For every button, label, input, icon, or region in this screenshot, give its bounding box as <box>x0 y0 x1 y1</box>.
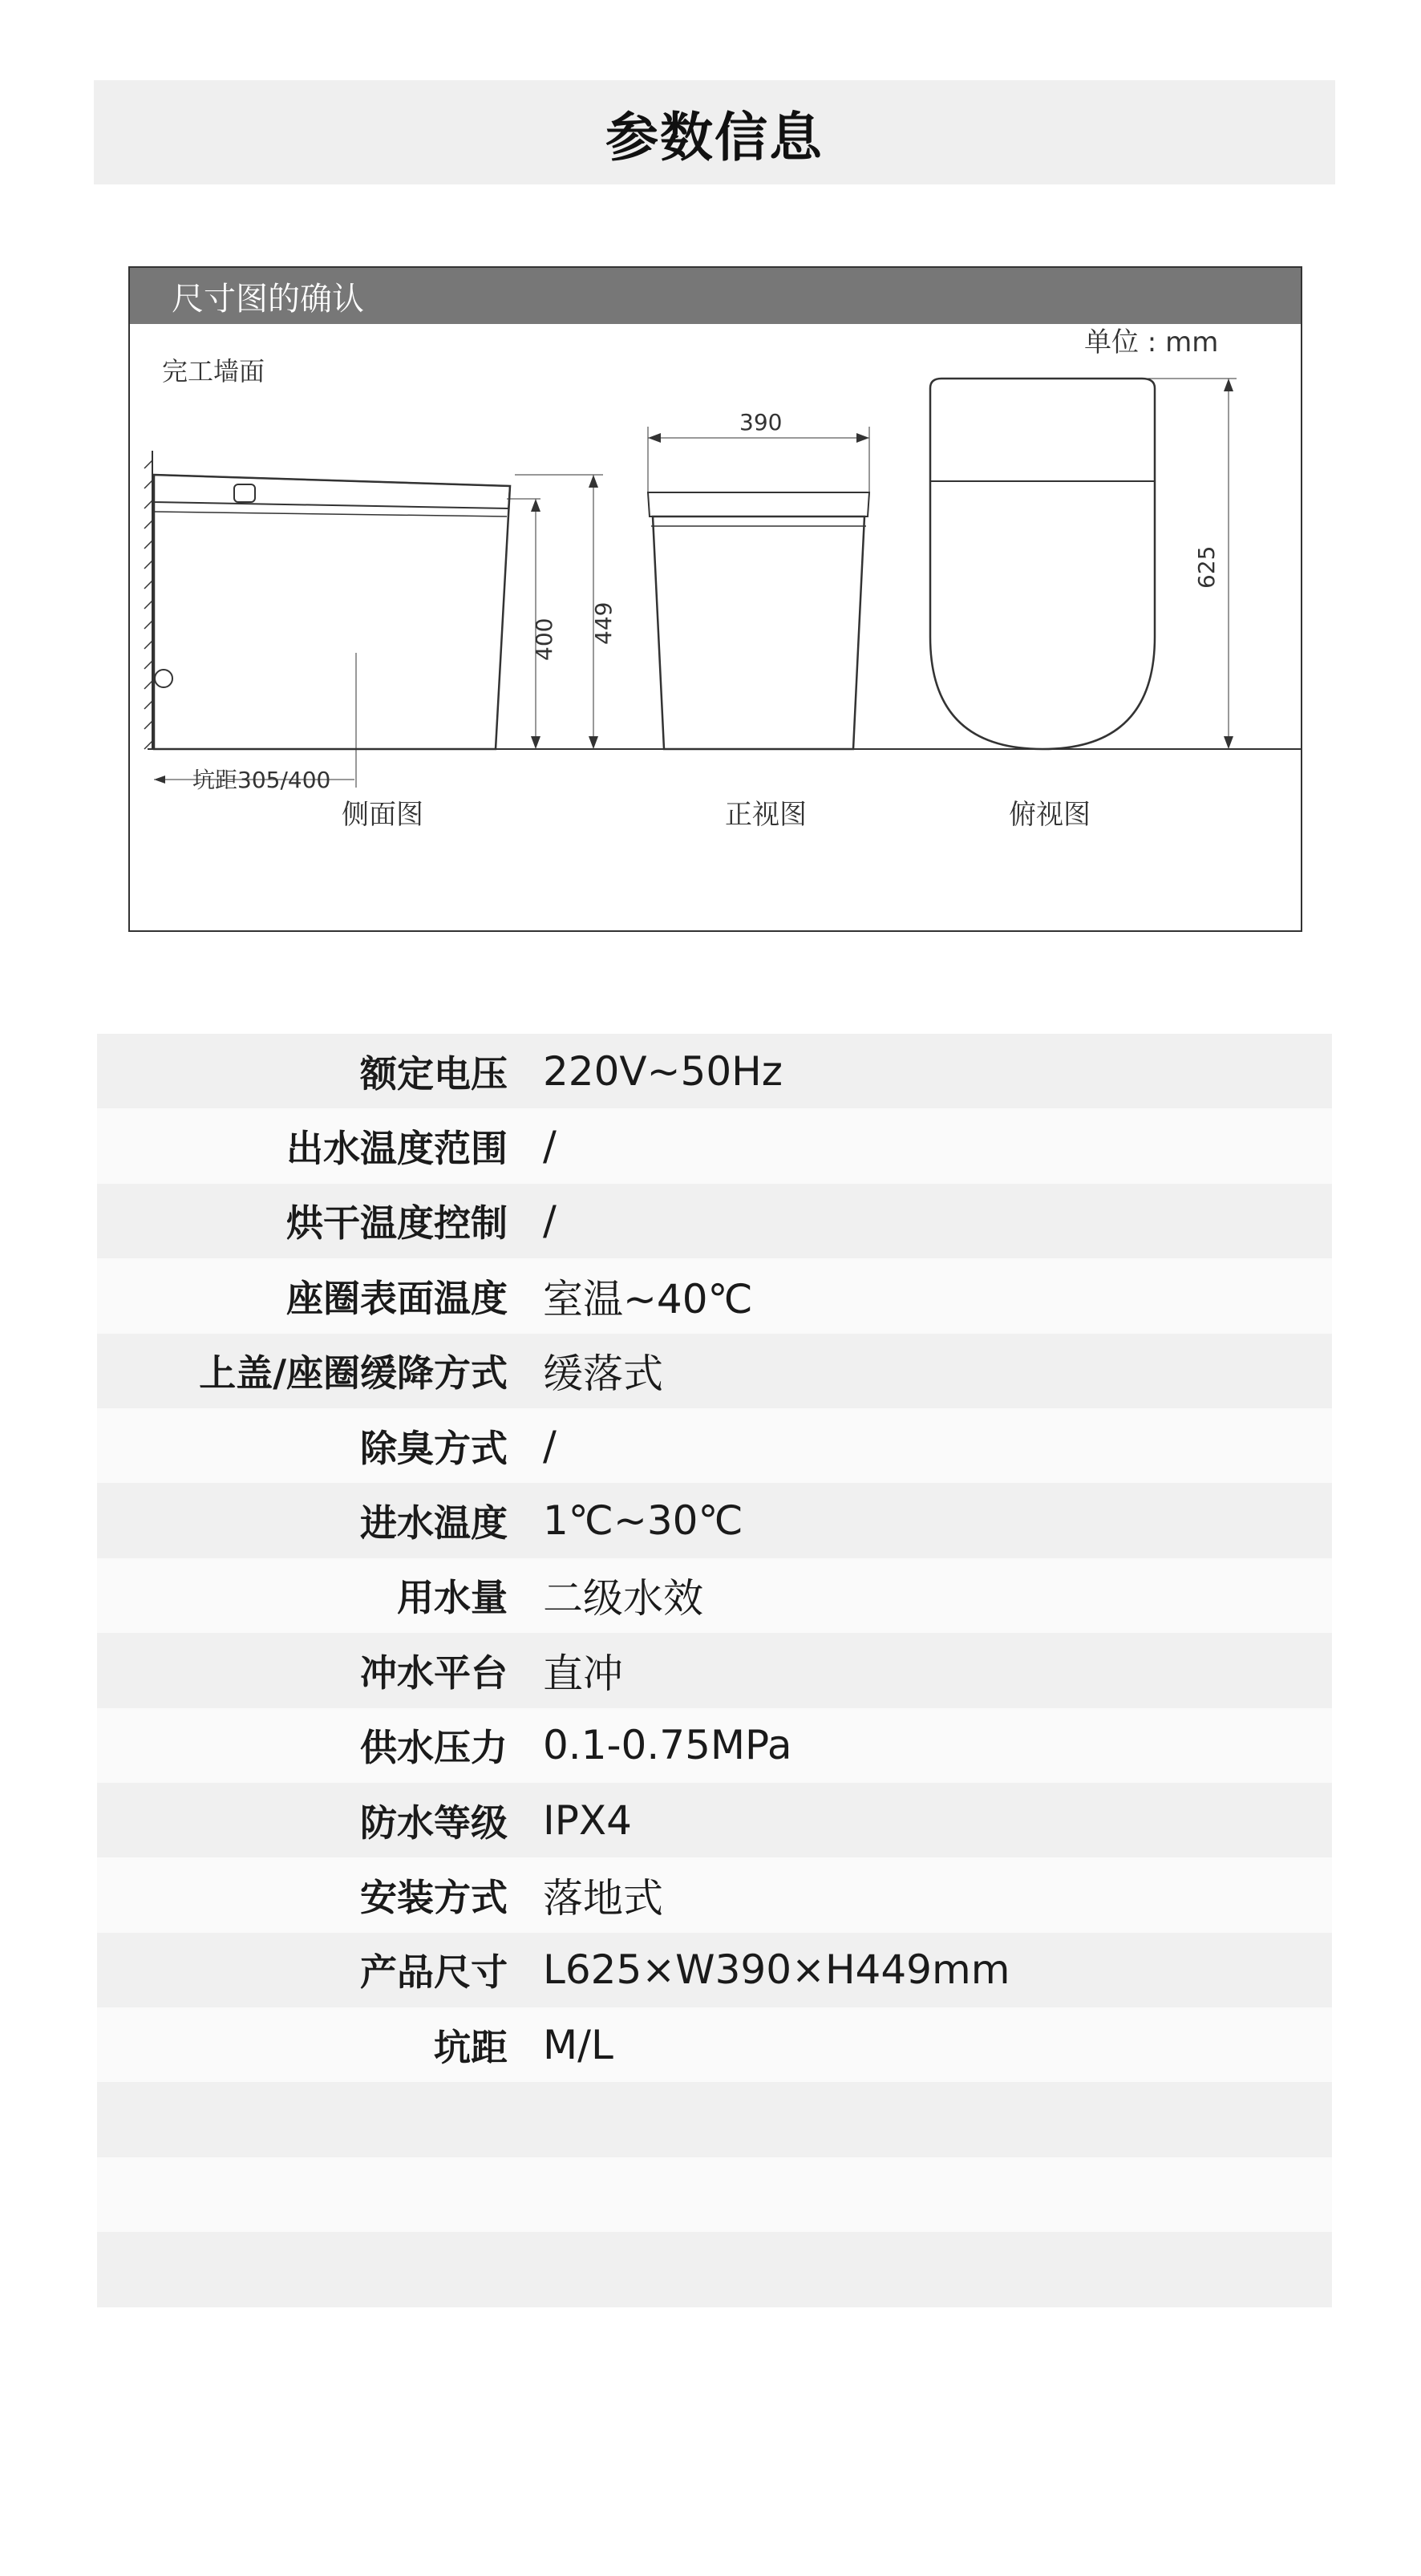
spec-row <box>97 1034 1332 1108</box>
spec-table <box>97 1034 1332 2307</box>
spec-row <box>97 2007 1332 2082</box>
spec-value: / <box>543 1123 557 1170</box>
spec-row <box>97 1783 1332 1857</box>
wall-label: 完工墙面 <box>162 356 265 387</box>
unit-label: 单位 : mm <box>1084 326 1219 358</box>
spec-label: 座圈表面温度 <box>286 1276 508 1320</box>
spec-label: 安装方式 <box>360 1875 508 1919</box>
spec-row <box>97 1933 1332 2007</box>
spec-value: 1℃~30℃ <box>543 1497 743 1545</box>
spec-row <box>97 1334 1332 1408</box>
spec-label: 用水量 <box>397 1576 508 1620</box>
spec-label: 产品尺寸 <box>360 1950 508 1995</box>
spec-label: 防水等级 <box>360 1800 508 1845</box>
spec-label: 进水温度 <box>360 1501 508 1545</box>
spec-row-empty <box>97 2232 1332 2307</box>
top-view-body <box>930 379 1155 749</box>
spec-row <box>97 1633 1332 1707</box>
spec-label: 烘干温度控制 <box>286 1201 508 1245</box>
dim-label-400: 400 <box>531 618 557 661</box>
spec-value: / <box>543 1197 557 1245</box>
spec-row-empty <box>97 2157 1332 2232</box>
page-title-bar <box>94 80 1335 184</box>
spec-value: 0.1-0.75MPa <box>543 1722 792 1769</box>
dim-label-449: 449 <box>590 601 617 645</box>
spec-value: IPX4 <box>543 1796 632 1844</box>
spec-row <box>97 1258 1332 1333</box>
top-view-label: 俯视图 <box>1009 799 1091 831</box>
spec-row <box>97 1483 1332 1557</box>
front-view-body <box>653 516 864 749</box>
dimension-drawing <box>130 268 1301 930</box>
spec-value: L625×W390×H449mm <box>543 1946 1010 1994</box>
spec-value: 直冲 <box>543 1650 623 1697</box>
diagram-header-title: 尺寸图的确认 <box>172 280 364 318</box>
wall-hatching <box>144 460 152 749</box>
spec-value: M/L <box>543 2021 613 2068</box>
spec-value: 220V~50Hz <box>543 1047 783 1095</box>
spec-row <box>97 1184 1332 1258</box>
pit-label: 坑距305/400 <box>192 767 331 793</box>
dimension-diagram <box>128 266 1302 932</box>
spec-row <box>97 1857 1332 1932</box>
side-view-lid <box>154 475 510 508</box>
spec-row <box>97 1558 1332 1633</box>
spec-label: 供水压力 <box>360 1726 508 1770</box>
side-view-outlet <box>155 670 172 687</box>
spec-label: 坑距 <box>434 2025 508 2069</box>
spec-value: 落地式 <box>543 1874 663 1922</box>
spec-value: 二级水效 <box>543 1575 703 1622</box>
dim-label-625: 625 <box>1193 545 1220 589</box>
spec-label: 冲水平台 <box>360 1651 508 1695</box>
spec-row-empty <box>97 2082 1332 2157</box>
spec-row <box>97 1708 1332 1783</box>
spec-label: 除臭方式 <box>360 1426 508 1470</box>
spec-label: 上盖/座圈缓降方式 <box>199 1351 508 1395</box>
side-view-hinge <box>234 484 255 502</box>
spec-value: 缓落式 <box>543 1351 663 1398</box>
spec-label: 出水温度范围 <box>286 1127 508 1171</box>
front-view-lid <box>648 492 869 516</box>
spec-row <box>97 1408 1332 1483</box>
spec-label: 额定电压 <box>360 1051 508 1096</box>
dim-label-390: 390 <box>739 409 783 435</box>
side-view-label: 侧面图 <box>342 799 423 831</box>
spec-value: / <box>543 1422 557 1469</box>
spec-row <box>97 1108 1332 1183</box>
front-view-label: 正视图 <box>725 799 807 831</box>
spec-value: 室温~40℃ <box>543 1275 753 1322</box>
page-title: 参数信息 <box>605 106 824 168</box>
